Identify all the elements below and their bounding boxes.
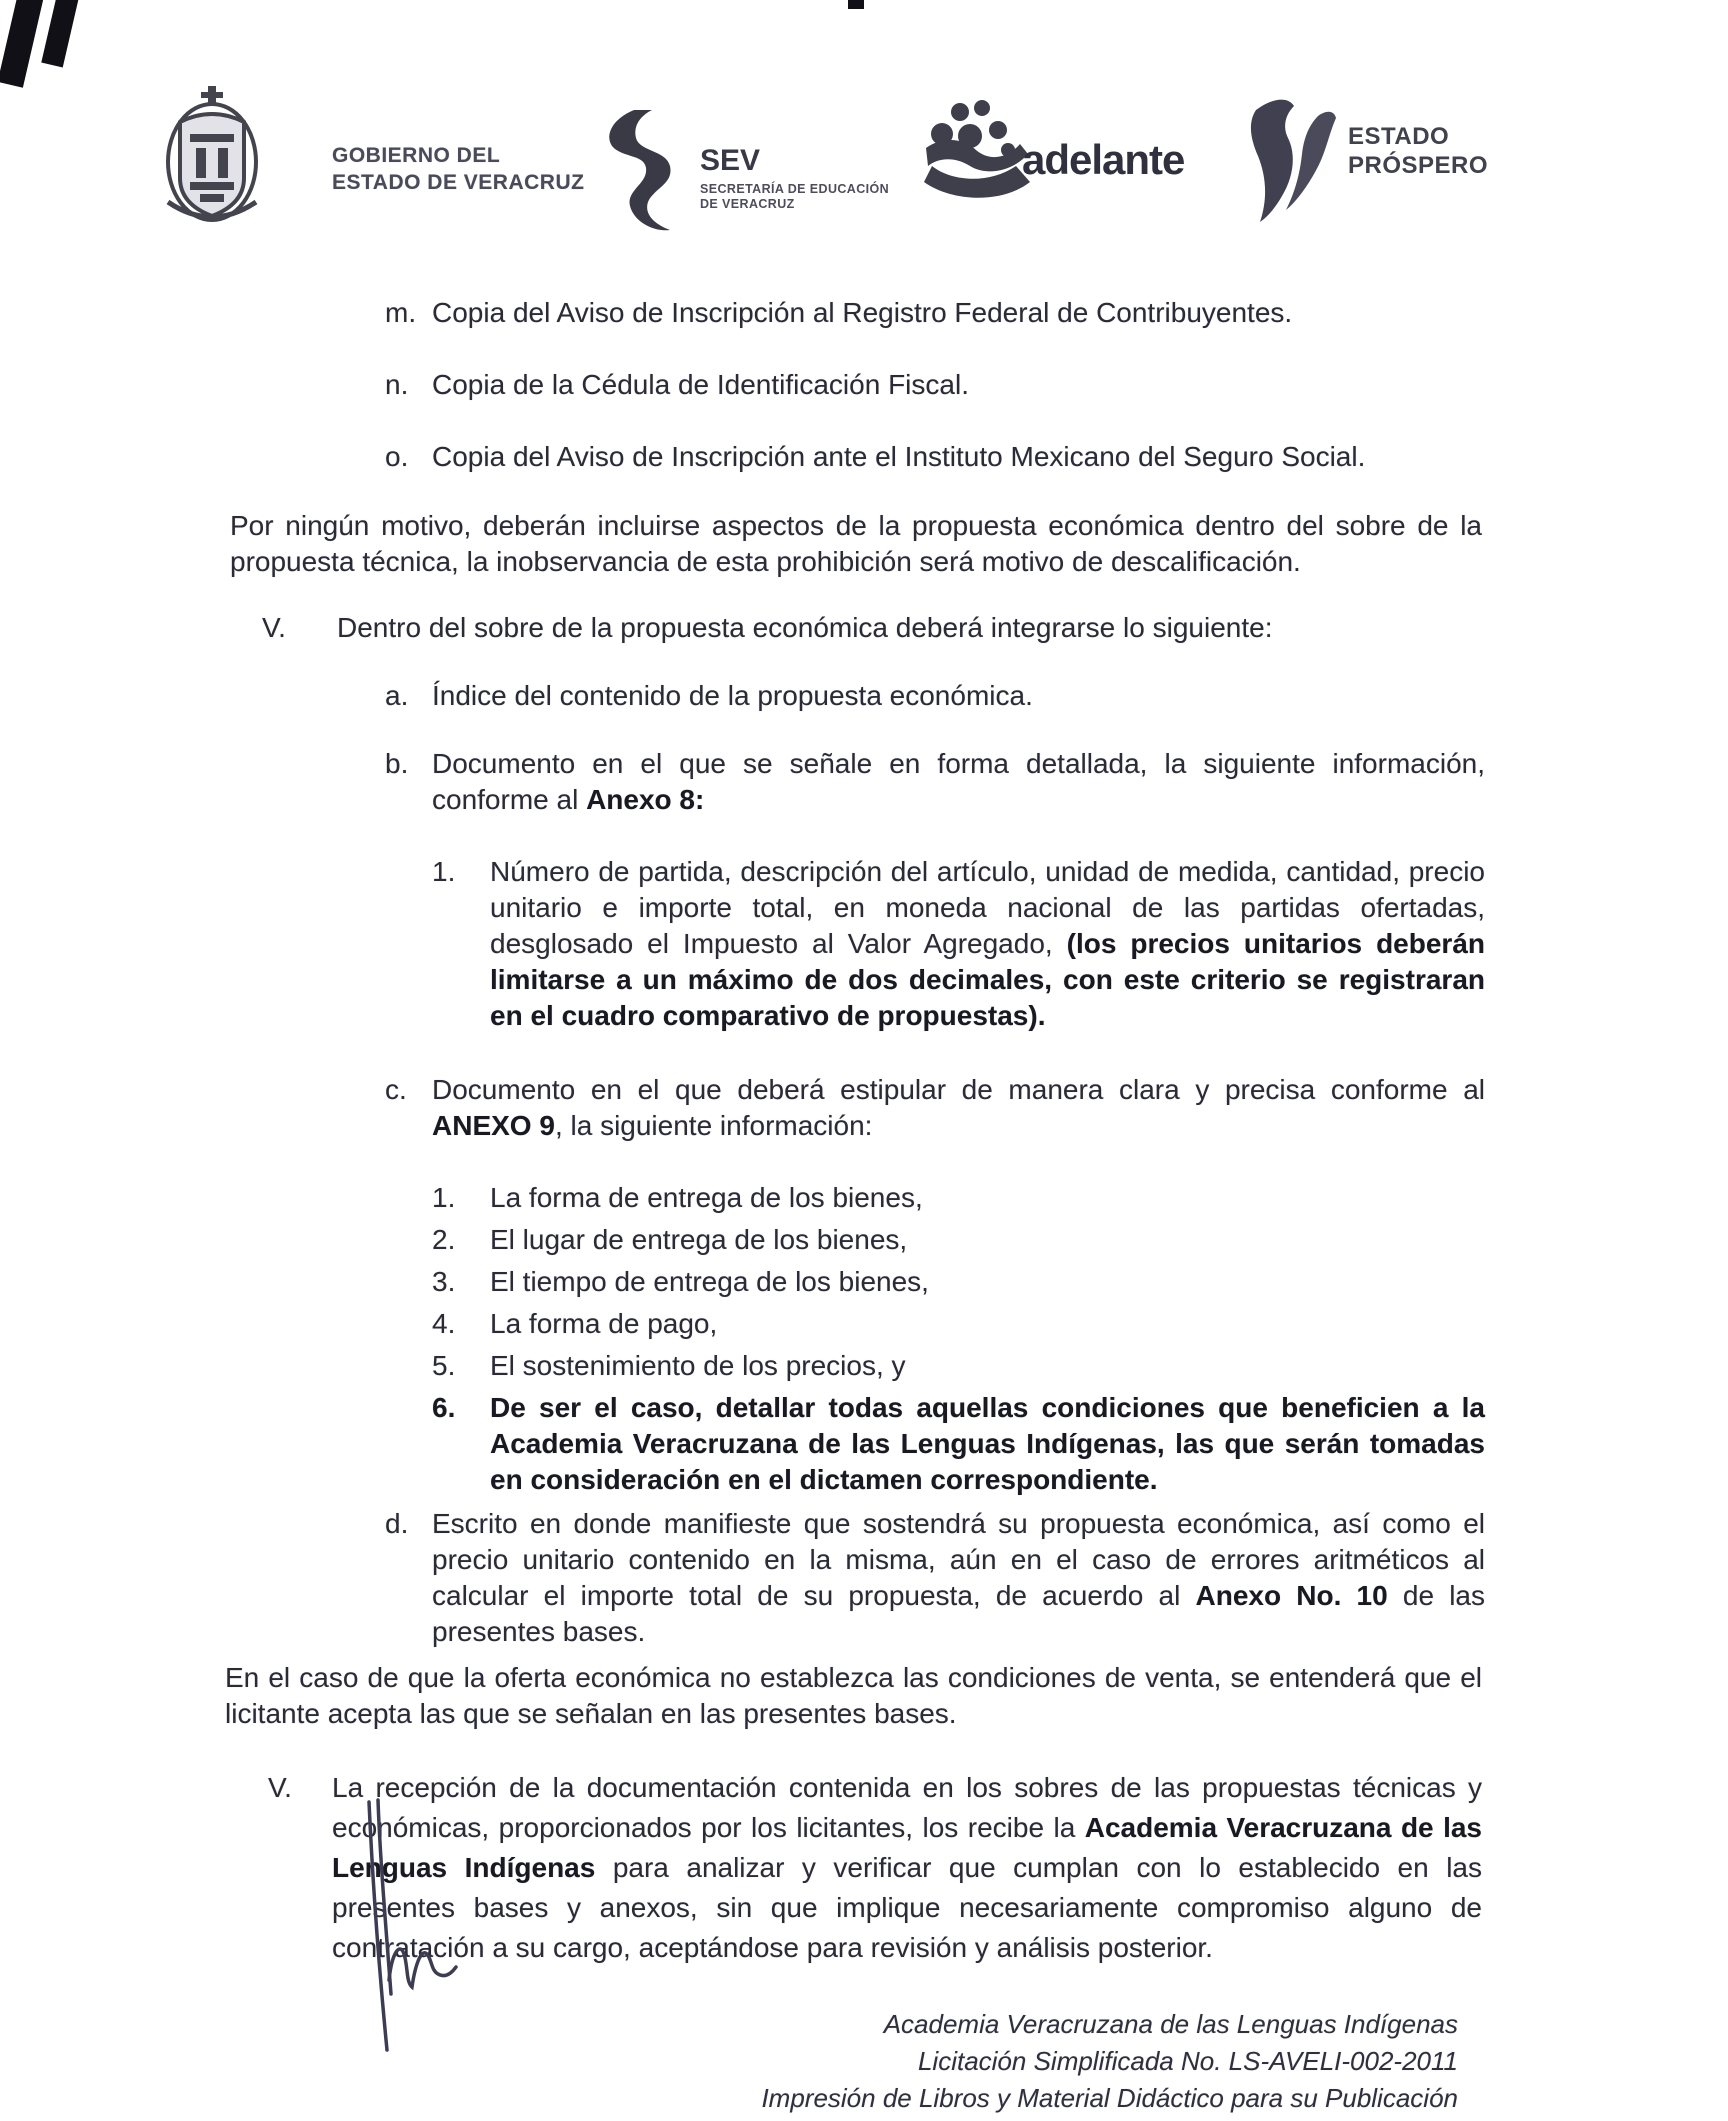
list-marker: d.	[385, 1508, 409, 1539]
item-d-regular: Escrito en donde manifieste que sostendrá su propuesta económica, así como el precio unitario contenido en la misma, aún en el caso de errores aritméticos al calcular el importe total de su propuesta, de acuerdo al	[432, 1508, 1485, 1611]
paragraph-offer: En el caso de que la oferta económica no establezca las condiciones de venta, se entenderá que el licitante acepta las que se señalan en las presentes bases.	[225, 1662, 1482, 1729]
list-marker: c.	[385, 1074, 407, 1105]
list-item-b1	[432, 854, 1485, 1034]
estado-prospero-wordmark	[1348, 122, 1488, 180]
list-marker: b.	[385, 748, 409, 779]
item-d-after: de las presentes bases.	[432, 1580, 1485, 1647]
c-list-item-4	[432, 1306, 1485, 1342]
footer-line1: Academia Veracruzana de las Lenguas Indígenas	[883, 2009, 1458, 2039]
document-footer	[600, 2006, 1458, 2117]
list-item-text: El lugar de entrega de los bienes,	[490, 1224, 908, 1255]
list-marker: 1.	[432, 1182, 456, 1213]
item-b-anexo8-bold: Anexo 8:	[586, 784, 705, 815]
header-logos	[0, 0, 1728, 250]
prospero-line1: ESTADO	[1348, 123, 1450, 150]
prospero-line2: PRÓSPERO	[1348, 152, 1489, 179]
list-item-text	[490, 854, 1485, 1034]
sev-subtitle-line2: DE VERACRUZ	[700, 197, 795, 211]
footer-line3: Impresión de Libros y Material Didáctico para su Publicación	[761, 2083, 1458, 2113]
v2-aveli-bold: Academia Veracruzana de las Lenguas Indígenas	[332, 1812, 1483, 1883]
list-item-text: El tiempo de entrega de los bienes,	[490, 1266, 929, 1297]
sev-logo-icon	[596, 108, 700, 234]
v2-after: para analizar y verificar que cumplan con lo establecido en las presentes bases y anexos, sin que implique necesariamente compromiso alguno de contratación a su cargo, aceptándose para revisión y análisis posterior.	[332, 1852, 1482, 1963]
list-marker: 6.	[432, 1392, 456, 1423]
list-marker: o.	[385, 441, 409, 472]
list-item-n	[385, 367, 1485, 403]
section-text: Dentro del sobre de la propuesta económica deberá integrarse lo siguiente:	[337, 612, 1273, 643]
list-item-text: Copia de la Cédula de Identificación Fiscal.	[432, 369, 969, 400]
c-list-item-6	[432, 1390, 1485, 1498]
c-list-item-1	[432, 1180, 1485, 1216]
list-item-text: La forma de pago,	[490, 1308, 718, 1339]
v2-regular: La recepción de la documentación contenida en los sobres de las propuestas técnicas y económicas, proporcionados por los licitantes, los recibe la	[332, 1772, 1482, 1843]
list-item-a	[385, 678, 1485, 714]
sev-subtitle-line1: SECRETARÍA DE EDUCACIÓN	[700, 182, 890, 196]
list-item-d	[385, 1506, 1485, 1650]
signature-pen-stroke	[345, 1798, 475, 2060]
list-marker: 1.	[432, 856, 456, 887]
c-list-item-3	[432, 1264, 1485, 1300]
list-item-c	[385, 1072, 1485, 1144]
list-marker: n.	[385, 369, 409, 400]
c-list-item-2	[432, 1222, 1485, 1258]
section-text	[332, 1768, 1482, 1968]
list-marker: a.	[385, 680, 409, 711]
list-item-text: La forma de entrega de los bienes,	[490, 1182, 923, 1213]
gobierno-line2: ESTADO DE VERACRUZ	[332, 171, 585, 194]
section-marker: V.	[262, 612, 286, 643]
list-item-b	[385, 746, 1485, 818]
section-v1	[262, 610, 1482, 646]
gobierno-estado-label	[332, 142, 584, 196]
list-marker: 3.	[432, 1266, 456, 1297]
paragraph-prohibition: Por ningún motivo, deberán incluirse aspectos de la propuesta económica dentro del sobre de la propuesta técnica, la inobservancia de esta prohibición será motivo de descalificación.	[230, 510, 1482, 577]
item-b-regular: Documento en el que se señale en forma detallada, la siguiente información, conforme al	[432, 748, 1485, 815]
list-marker: 4.	[432, 1308, 456, 1339]
list-item-text: Índice del contenido de la propuesta económica.	[432, 680, 1033, 711]
sev-wordmark	[700, 146, 889, 212]
item-c-after: , la siguiente información:	[554, 1110, 873, 1141]
item-c-anexo9-bold: ANEXO 9	[432, 1110, 555, 1141]
list-item-text: Copia del Aviso de Inscripción al Registro Federal de Contribuyentes.	[432, 297, 1293, 328]
c-list-item-5	[432, 1348, 1485, 1384]
item-b1-bold: (los precios unitarios deberán limitarse a un máximo de dos decimales, con este criterio se registraran en el cuadro comparativo de propuestas).	[490, 928, 1486, 1031]
gobierno-line1: GOBIERNO DEL	[332, 144, 501, 167]
list-marker: m.	[385, 297, 417, 328]
list-item-text: Copia del Aviso de Inscripción ante el Instituto Mexicano del Seguro Social.	[432, 441, 1366, 472]
list-item-m	[385, 295, 1485, 331]
sev-acronym: SEV	[700, 144, 761, 177]
veracruz-coat-of-arms-icon	[160, 82, 264, 230]
item-b1-regular: Número de partida, descripción del artículo, unidad de medida, cantidad, precio unitario e importe total, en moneda nacional de las partidas ofertadas, desglosado el Impuesto al Valor Agregado,	[490, 856, 1485, 959]
footer-line2: Licitación Simplificada No. LS-AVELI-002-2011	[917, 2046, 1458, 2076]
list-item-text: De ser el caso, detallar todas aquellas condiciones que beneficien a la Academia Veracruzana de las Lenguas Indígenas, las que serán tomadas en consideración en el dictamen correspondiente.	[490, 1392, 1485, 1495]
estado-prospero-icon	[1244, 92, 1344, 234]
list-item-text	[432, 1072, 1485, 1144]
list-item-o	[385, 439, 1485, 475]
list-marker: 2.	[432, 1224, 456, 1255]
list-marker: 5.	[432, 1350, 456, 1381]
section-marker: V.	[268, 1772, 292, 1803]
item-d-anexo10-bold: Anexo No. 10	[1195, 1580, 1388, 1611]
list-item-text	[432, 746, 1485, 818]
adelante-logo-icon	[912, 96, 1032, 216]
list-item-text	[432, 1506, 1485, 1650]
adelante-wordmark: adelante	[1022, 136, 1185, 183]
item-c-regular: Documento en el que deberá estipular de manera clara y precisa conforme al	[432, 1074, 1485, 1105]
list-item-text: El sostenimiento de los precios, y	[490, 1350, 906, 1381]
